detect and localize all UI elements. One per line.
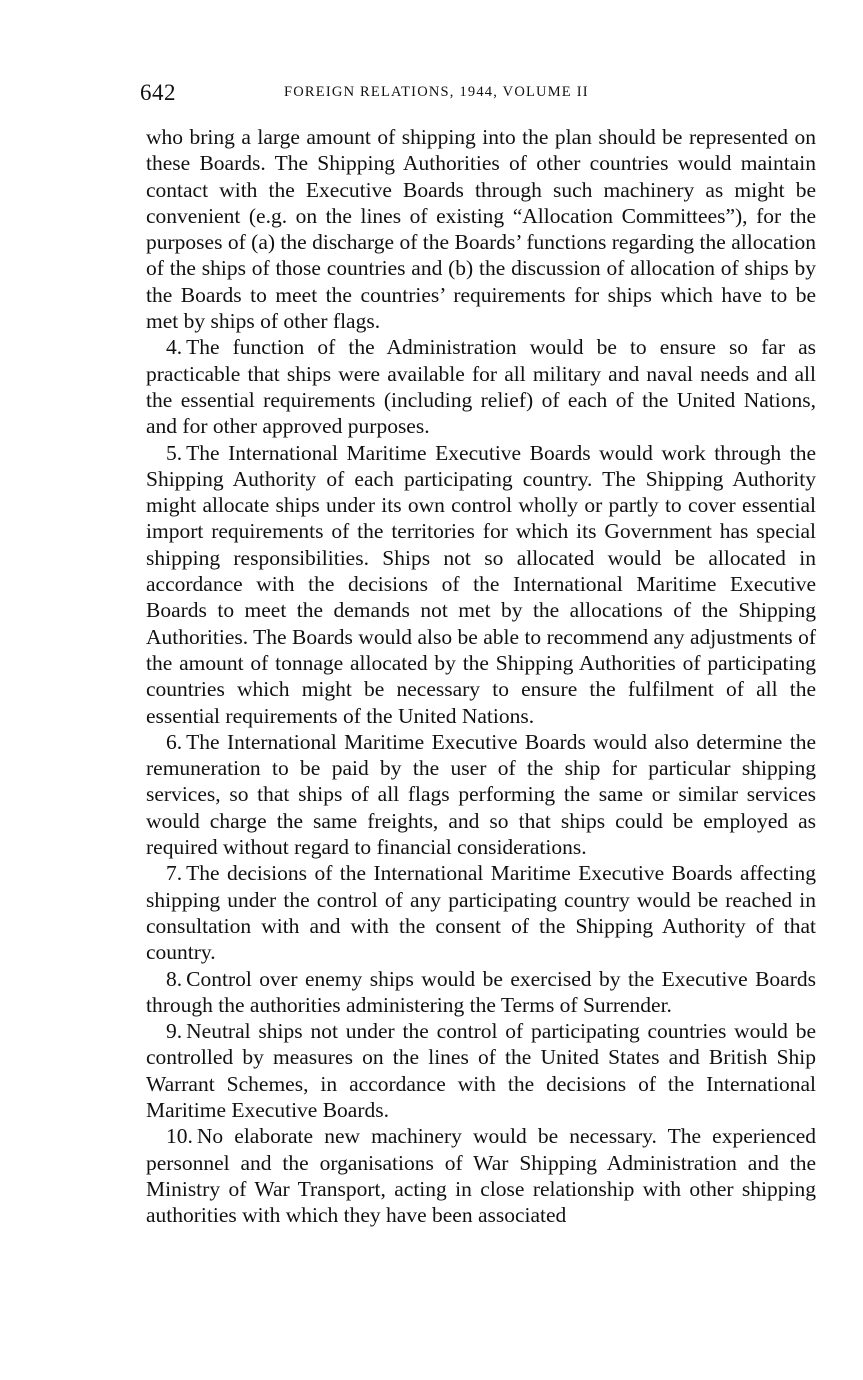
body-text xyxy=(146,124,816,1228)
paragraph-text: The International Maritime Executive Boards would also determine the remuneration to be paid by the user of the ship for particular shipping services, so that ships of all flags performing the same or similar services would charge the same freights, and so that ships could be employed as required without regard to financial considerations. xyxy=(146,729,816,860)
paragraph-number: 4. xyxy=(166,335,183,360)
document-page xyxy=(140,76,816,1228)
paragraph-number: 8. xyxy=(166,966,183,991)
paragraph-10 xyxy=(146,1123,816,1228)
paragraph-continuation xyxy=(146,124,816,334)
page-number: 642 xyxy=(140,80,176,105)
paragraph-number: 10. xyxy=(166,1124,193,1149)
paragraph-4 xyxy=(146,334,816,439)
paragraph-number: 5. xyxy=(166,440,183,465)
running-title: FOREIGN RELATIONS, 1944, VOLUME II xyxy=(284,84,589,100)
paragraph-number: 6. xyxy=(166,729,183,754)
paragraph-text: who bring a large amount of shipping into the plan should be represented on these Boards. The Shipping Authorities of other countries would maintain contact with the Executive Boards through such machinery as might be convenient (e.g. on the lines of existing “Allocation Committees”), for the purposes of (a) the discharge of the Boards’ functions regarding the allocation of the ships of those countries and (b) the discussion of allocation of ships by the Boards to meet the countries’ requirements for ships which have to be met by ships of other flags. xyxy=(146,125,816,334)
paragraph-text: The decisions of the International Maritime Executive Boards affecting shipping under the control of any participating country would be reached in consultation with and with the consent of the Shipping Authority of that country. xyxy=(146,861,816,965)
paragraph-text: Control over enemy ships would be exercised by the Executive Boards through the authorities administering the Terms of Surrender. xyxy=(146,966,816,1017)
paragraph-number: 7. xyxy=(166,861,183,886)
paragraph-5 xyxy=(146,440,816,729)
paragraph-8 xyxy=(146,966,816,1019)
paragraph-text: No elaborate new machinery would be necessary. The experienced personnel and the organisations of War Shipping Administration and the Ministry of War Transport, acting in close relationship with other shipping authorities with which they have been associated xyxy=(146,1124,816,1228)
page-header xyxy=(140,76,816,112)
paragraph-text: The function of the Administration would be to ensure so far as practicable that ships were available for all military and naval needs and all the essential requirements (including relief) of each of the United Nations, and for other approved purposes. xyxy=(146,335,816,439)
paragraph-7 xyxy=(146,860,816,965)
paragraph-number: 9. xyxy=(166,1019,183,1044)
paragraph-9 xyxy=(146,1018,816,1123)
paragraph-text: Neutral ships not under the control of participating countries would be controlled by measures on the lines of the United States and British Ship Warrant Schemes, in accordance with the decisions of the International Maritime Executive Boards. xyxy=(146,1019,816,1122)
paragraph-text: The International Maritime Executive Boards would work through the Shipping Authority of each participating country. The Shipping Authority might allocate ships under its own control wholly or partly to cover essential import requirements of the territories for which its Government has special shipping responsibilities. Ships not so allocated would be allocated in accordance with the decisions of the International Maritime Executive Boards to meet the demands not met by the allocations of the Shipping Authorities. The Boards would also be able to recommend any adjustments of the amount of tonnage allocated by the Shipping Authorities of participating countries which might be necessary to ensure the fulfilment of all the essential requirements of the United Nations. xyxy=(146,440,816,728)
paragraph-6 xyxy=(146,729,816,860)
